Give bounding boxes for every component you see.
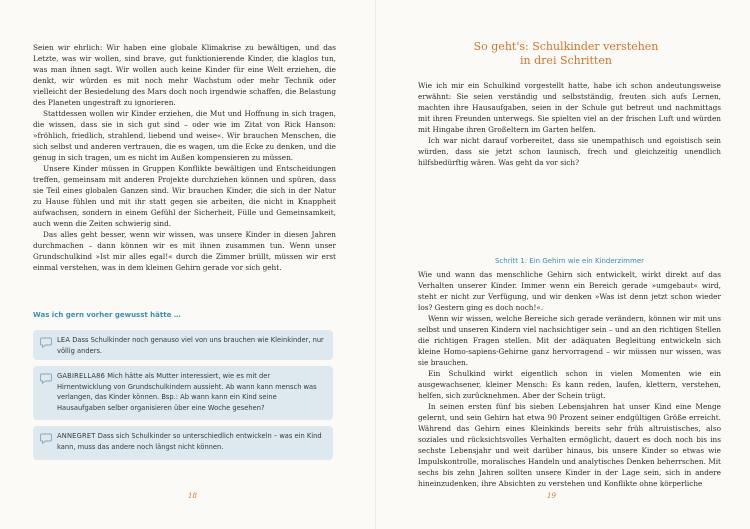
section-heading: Schritt 1: Ein Gehirn wie ein Kinderzimmer (494, 257, 645, 265)
paragraph: Das alles geht besser, wenn wir wissen, was unsere Kinder in diesen Jahren durchmachen – dann können wir es mit ihnen zusammen tun. Wenn unser Grundschulkind »Ist mir alles egal!« durch die Zimmer brüllt, müssen wir erst einmal verstehen, was in dem kleinen Gehirn gerade vor sich geht. (33, 230, 336, 272)
intro-text (418, 80, 721, 168)
right-page (375, 0, 750, 529)
speech-bubble-icon (40, 432, 52, 444)
comment-author: ANNEGRET (57, 432, 96, 440)
reader-comment (33, 426, 333, 460)
paragraph: Wie und wann das menschliche Gehirn sich entwickelt, wirkt direkt auf das Verhalten unserer Kinder. Immer wenn ein Bereich gerade »umgebaut« wird, steht er nicht zur Verfügung, und wir denken »Was ist denn jetzt schon wieder los? Gestern ging es doch noch!«. (418, 270, 721, 312)
left-body-text (33, 42, 336, 273)
comment-text: Dass sich Schulkinder so unterschiedlich entwickeln – was ein Kind kann, muss das andere noch längst nicht können. (57, 432, 322, 451)
paragraph: In seinen ersten fünf bis sieben Lebensjahren hat unser Kind eine Menge gelernt, und sein Gehirn hat etwa 90 Prozent seiner endgültigen Größe erreicht. Während das Gehirn eines Kleinkinds bereits sehr früh altruistisches, also soziales und rücksichtsvolles Verhalten ermöglicht, dauert es doch noch bis ins sechste Lebensjahr und weit darüber hinaus, bis unsere Kinder so etwas wie Impulskontrolle, moralisches Handeln und analytisches Denken beherrschen. Mit sechs bis zehn Jahren sollten unsere Kinder in der Lage sein, sich in andere hineinzudenken, ihre Absichten zu verstehen und Konflikte ohne körperliche (418, 402, 721, 488)
speech-bubble-icon (40, 372, 52, 384)
right-body-text (418, 269, 721, 489)
speech-bubble-icon (40, 336, 52, 348)
paragraph: Seien wir ehrlich: Wir haben eine globale Klimakrise zu bewältigen, und das Letzte, was wir wollen, sind brave, gut funktionierende Kinder, die klaglos tun, was man ihnen sagt. Wir wollen auch keine Kinder für eine Welt erziehen, die denkt, wir würden es mit noch mehr Wachstum oder mehr Technik oder vielleicht der Besiedelung des Mars doch noch irgendwie schaffen, die Belastung des Planeten ungestraft zu ignorieren. (33, 43, 336, 107)
comment-author: GABIRELLA86 (57, 372, 106, 380)
sidebar-heading: Was ich gern vorher gewusst hätte … (33, 311, 181, 319)
chapter-title-line: in drei Schritten (520, 54, 612, 67)
comment-author: LEA (57, 336, 71, 344)
paragraph: Wie ich mir ein Schulkind vorgestellt hatte, habe ich schon andeutungsweise erwähnt: Sie seien verständig und selbstständig, freuten sich aufs Lernen, machten ihre Hausaufgaben, seien in der Schule gut betreut und nachmittags mit ihren Freunden unterwegs. Sie spielten viel an der frischen Luft und würden mit Hingabe ihren Großeltern im Garten helfen. (418, 81, 721, 134)
comment-text: Mich hätte als Mutter interessiert, wie es mit der Hirnentwicklung von Grundschulkindern aussieht. Ab wann kann mensch was verlangen, das Kinder können. Bsp.: Ab wann kann ein Kind seine Hausaufgaben selber organisieren über eine Woche gesehen? (57, 372, 317, 412)
page-number: 18 (188, 492, 197, 500)
paragraph: Wenn wir wissen, welche Bereiche sich gerade verändern, können wir mit uns selbst und unseren Kindern viel nachsichtiger sein – und an den richtigen Stellen die richtigen Fragen stellen. Mit der adäquaten Begleitung entwickeln sich kleine Homo-sapiens-Gehirne ganz hervorragend – wir müssen nur wissen, was sie brauchen. (418, 314, 721, 367)
paragraph: Ein Schulkind wirkt eigentlich schon in vielen Momenten wie ein ausgewachsener, kleiner Mensch: Es kann reden, laufen, klettern, verstehen, helfen, sich zurücknehmen. Aber der Schein trügt. (418, 369, 721, 400)
reader-comment (33, 330, 333, 360)
paragraph: Unsere Kinder müssen in Gruppen Konflikte bewältigen und Entscheidungen treffen, gemeinsam mit anderen Projekte durchziehen können und spüren, dass sie Teil eines globalen Ganzen sind. Wir brauchen Kinder, die sich in der Natur zu Hause fühlen und mit ihr statt gegen sie arbeiten, die nicht in Knappheit aufwachsen, sondern in einem Gefühl der Sicherheit, Fülle und Gemeinsamkeit, auch wenn die Zeiten schwierig sind. (33, 164, 336, 228)
comment-text: Dass Schulkinder noch genauso viel von uns brauchen wie Kleinkinder, nur völlig anders. (57, 336, 324, 355)
paragraph: Ich war nicht darauf vorbereitet, dass sie unempathisch und egoistisch sein würden, dass sie jetzt schon launisch, frech und gleichzeitig unendlich hilfsbedürftig wären. Was geht da vor sich? (418, 136, 721, 167)
reader-comment (33, 366, 333, 420)
chapter-title (416, 40, 716, 68)
paragraph: Stattdessen wollen wir Kinder erziehen, die Mut und Hoffnung in sich tragen, die wissen, dass sie in sich gut sind – oder wie im Zitat von Rick Hanson: »fröhlich, friedlich, strahlend, liebend und weise«. Wir brauchen Menschen, die sich selbst und anderen vertrauen, die es wagen, um die Ecke zu denken, und die genug in sich tragen, um es nicht im Außen kompensieren zu müssen. (33, 109, 336, 162)
page-number: 19 (547, 492, 556, 500)
chapter-title-line: So geht's: Schulkinder verstehen (473, 40, 659, 53)
